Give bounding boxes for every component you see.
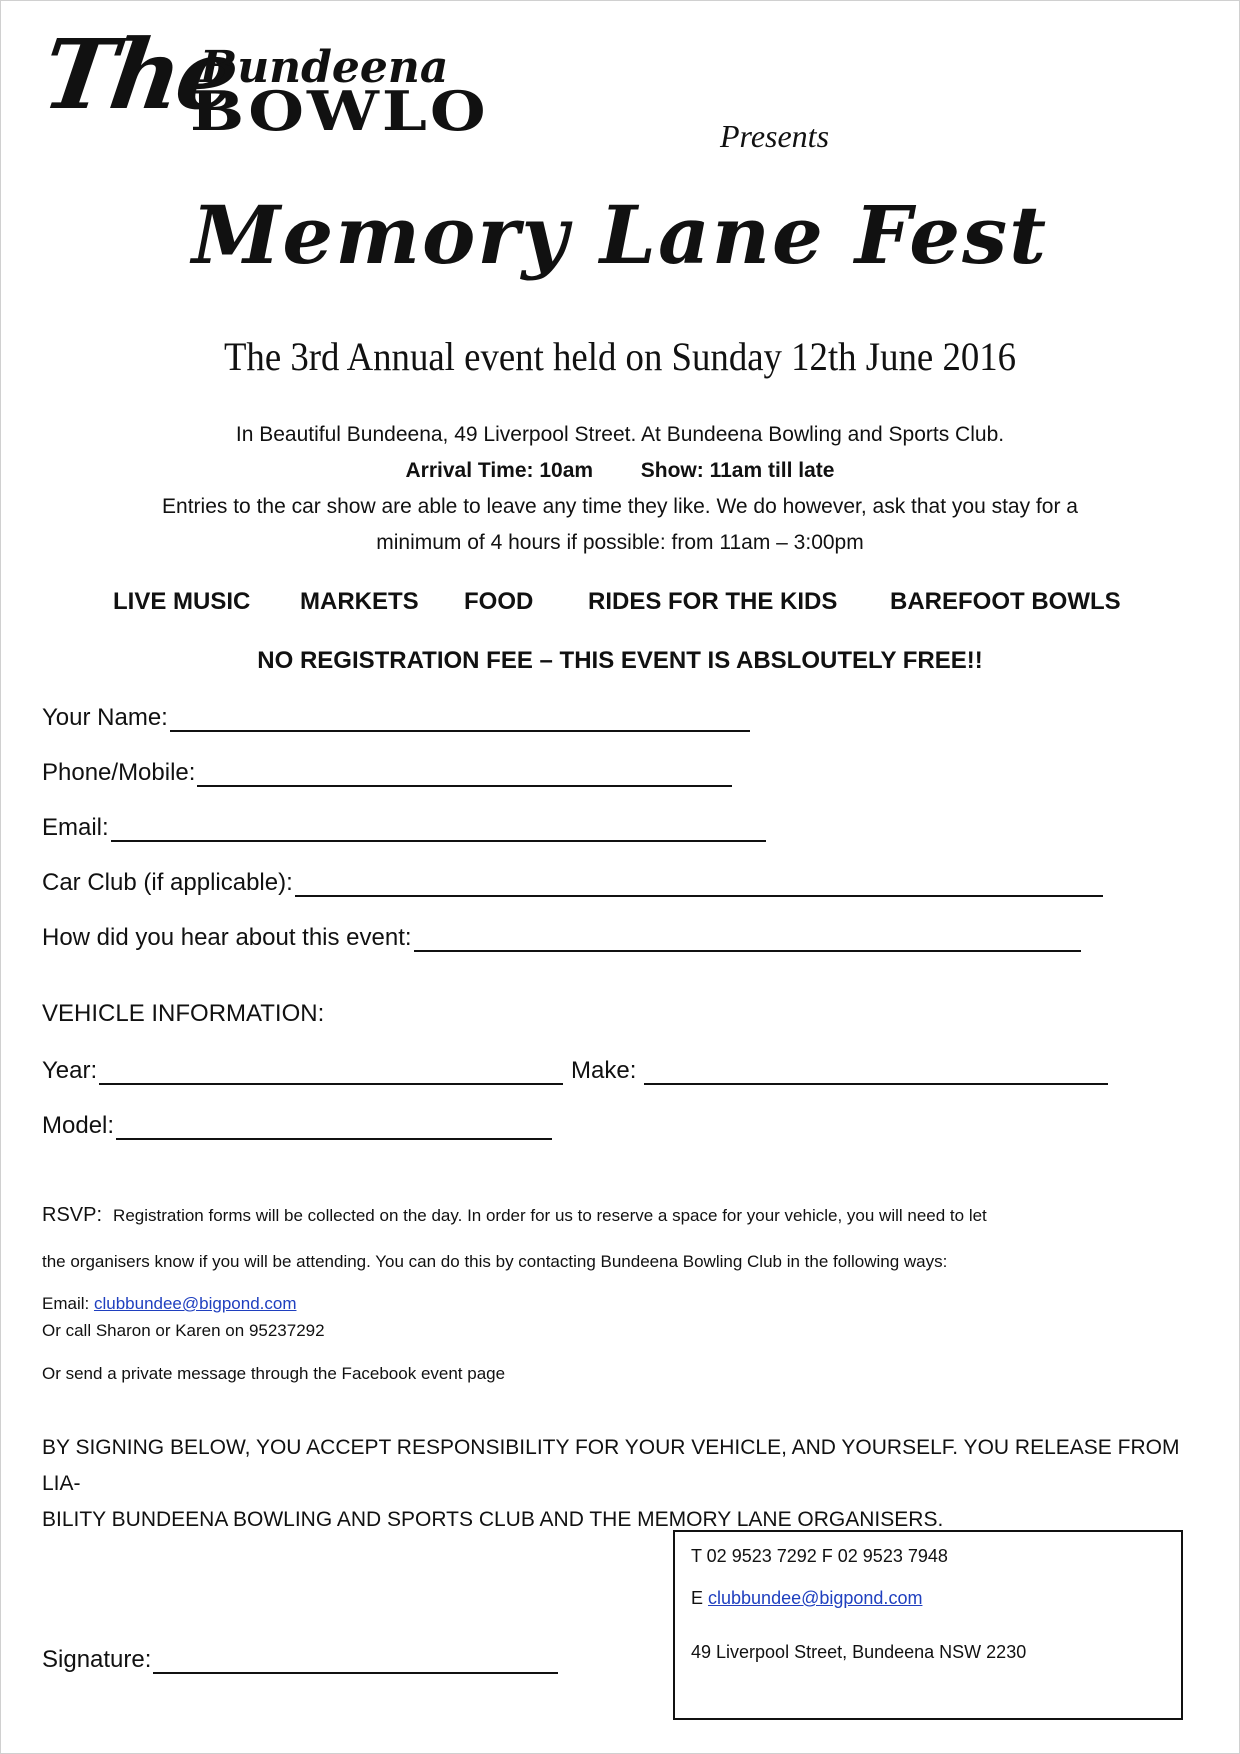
- rsvp-call: Or call Sharon or Karen on 95237292: [42, 1321, 325, 1340]
- make-field: [571, 1057, 1108, 1085]
- email-field: [42, 814, 766, 842]
- name-input-line[interactable]: [170, 706, 750, 732]
- vehicle-heading: VEHICLE INFORMATION:: [42, 1000, 325, 1027]
- rsvp-email-prefix: Email:: [42, 1294, 94, 1313]
- model-field: [42, 1112, 552, 1140]
- car-club-input-line[interactable]: [295, 871, 1103, 897]
- hear-input-line[interactable]: [414, 926, 1081, 952]
- name-label: Your Name:: [42, 704, 168, 731]
- email-label: Email:: [42, 814, 109, 841]
- contact-phone-fax: T 02 9523 7292 F 02 9523 7948: [691, 1546, 948, 1566]
- contact-address: 49 Liverpool Street, Bundeena NSW 2230: [691, 1642, 1027, 1662]
- event-title: Memory Lane Fest: [191, 188, 1049, 282]
- logo-the: The: [36, 18, 243, 131]
- rsvp-facebook: Or send a private message through the Facebook event page: [42, 1364, 506, 1383]
- times-line: [0, 459, 1240, 483]
- contact-email-line: [691, 1588, 922, 1609]
- hear-field: [42, 924, 1081, 952]
- presents-text: Presents: [720, 118, 830, 154]
- feature-barefoot-bowls: BAREFOOT BOWLS: [890, 588, 1121, 615]
- car-club-label: Car Club (if applicable):: [42, 869, 293, 896]
- year-field: [42, 1057, 563, 1085]
- phone-field: [42, 759, 732, 787]
- contact-email-prefix: E: [691, 1588, 709, 1608]
- event-subtitle: The 3rd Annual event held on Sunday 12th June 2016: [223, 334, 1017, 379]
- phone-input-line[interactable]: [197, 761, 732, 787]
- logo-bowlo: BOWLO: [190, 80, 489, 144]
- rsvp-line-1: [42, 1204, 1202, 1227]
- feature-live-music: LIVE MUSIC: [113, 588, 251, 615]
- declaration-line-2: BILITY BUNDEENA BOWLING AND SPORTS CLUB AND THE MEMORY LANE ORGANISERS.: [42, 1508, 944, 1531]
- signature-label: Signature:: [42, 1646, 152, 1673]
- rsvp-text-1: Registration forms will be collected on the day. In order for us to reserve a space for your vehicle, you will need to let: [113, 1206, 987, 1225]
- email-input-line[interactable]: [111, 816, 766, 842]
- year-label: Year:: [42, 1057, 98, 1084]
- entries-note-2: minimum of 4 hours if possible: from 11am – 3:00pm: [376, 531, 864, 554]
- free-notice: NO REGISTRATION FEE – THIS EVENT IS ABSLOUTELY FREE!!: [257, 647, 983, 674]
- show-time: Show: 11am till late: [640, 459, 835, 482]
- name-field: [42, 704, 750, 732]
- make-input-line[interactable]: [644, 1059, 1108, 1085]
- contact-email-link[interactable]: clubbundee@bigpond.com: [708, 1588, 923, 1608]
- entries-note-1: Entries to the car show are able to leave any time they like. We do however, ask that you stay for a: [162, 495, 1078, 518]
- arrival-time: Arrival Time: 10am: [405, 459, 594, 482]
- feature-rides: RIDES FOR THE KIDS: [588, 588, 838, 615]
- model-input-line[interactable]: [116, 1114, 552, 1140]
- rsvp-text-2: the organisers know if you will be attending. You can do this by contacting Bundeena Bowling Club in the following ways:: [42, 1252, 948, 1271]
- rsvp-email-link[interactable]: clubbundee@bigpond.com: [93, 1294, 297, 1313]
- declaration: [42, 1430, 1192, 1538]
- rsvp-email-line: [42, 1294, 296, 1314]
- logo-bundeena: Bundeena: [200, 42, 449, 93]
- signature-input-line[interactable]: [153, 1648, 558, 1674]
- phone-label: Phone/Mobile:: [42, 759, 196, 786]
- feature-food: FOOD: [464, 588, 534, 615]
- contact-box: [673, 1530, 1183, 1720]
- car-club-field: [42, 869, 1103, 897]
- hear-label: How did you hear about this event:: [42, 924, 412, 951]
- rsvp-label: RSVP:: [42, 1204, 103, 1226]
- make-label: Make:: [571, 1057, 637, 1084]
- location-text: In Beautiful Bundeena, 49 Liverpool Street. At Bundeena Bowling and Sports Club.: [235, 423, 1005, 446]
- declaration-line-1: BY SIGNING BELOW, YOU ACCEPT RESPONSIBILITY FOR YOUR VEHICLE, AND YOURSELF. YOU RELEASE FROM LIA-: [42, 1436, 1180, 1495]
- feature-markets: MARKETS: [300, 588, 419, 615]
- year-input-line[interactable]: [99, 1059, 563, 1085]
- signature-field: [42, 1646, 558, 1674]
- model-label: Model:: [42, 1112, 115, 1139]
